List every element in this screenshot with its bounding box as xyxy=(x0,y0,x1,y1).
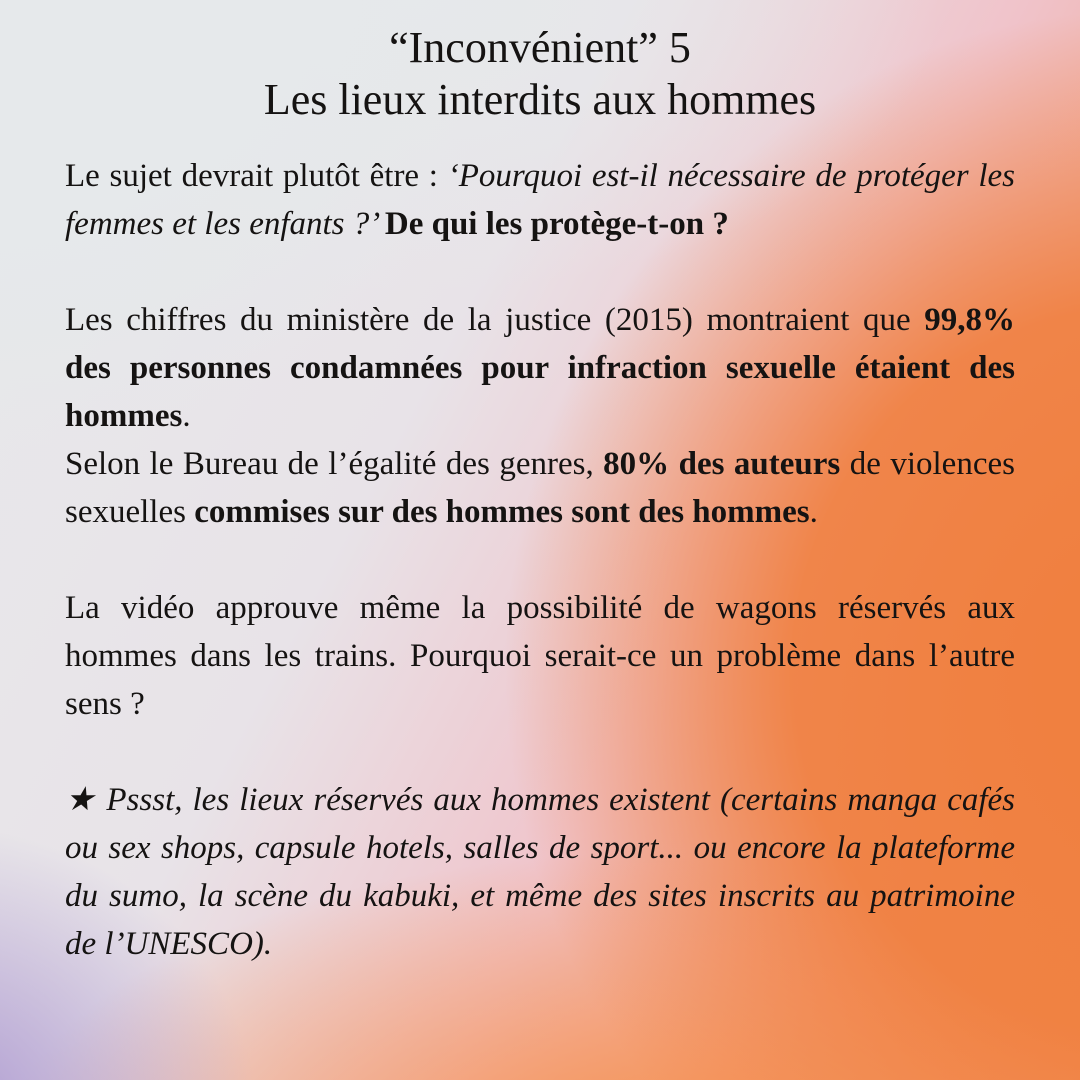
text-segment-bold: 99,8% des personnes condamnées pour infraction sexuelle étaient des hommes xyxy=(65,302,1015,434)
text-segment-regular: . xyxy=(182,398,191,434)
text-segment-italic: ‘Pourquoi est-il nécessaire de protéger les femmes et les enfants ?’ xyxy=(65,158,1015,242)
paragraph-pssst xyxy=(65,776,1015,968)
paragraph-chiffres-ministere xyxy=(65,296,1015,440)
text-segment-italic: ★ Pssst, les lieux réservés aux hommes existent (certains manga cafés ou sex shops, capsule hotels, salles de sport... ou encore la plateforme du sumo, la scène du kabuki, et même des sites inscrits au patrimoine de l’UNESCO). xyxy=(65,782,1015,962)
text-segment-bold: 80% des auteurs xyxy=(603,446,841,482)
text-segment-regular: Les chiffres du ministère de la justice (2015) montraient que xyxy=(65,302,925,338)
paragraph-bureau-egalite xyxy=(65,440,1015,536)
text-segment-regular: La vidéo approuve même la possibilité de wagons réservés aux hommes dans les trains. Pourquoi serait-ce un problème dans l’autre sens ? xyxy=(65,590,1015,722)
paragraph-wagons xyxy=(65,584,1015,728)
page-title xyxy=(0,0,1080,126)
text-segment-regular: de violences sexuelles xyxy=(65,446,1015,530)
title-line-1: “Inconvénient” 5 xyxy=(389,23,691,72)
text-segment-regular: Le sujet devrait plutôt être : xyxy=(65,158,448,194)
title-line-2: Les lieux interdits aux hommes xyxy=(263,75,817,124)
text-segment-regular: Selon le Bureau de l’égalité des genres, xyxy=(65,446,604,482)
text-segment-regular: . xyxy=(809,494,818,530)
body-text xyxy=(65,152,1015,968)
paragraph-sujet xyxy=(65,152,1015,248)
text-segment-bold: De qui les protège-t-on ? xyxy=(384,206,729,242)
text-segment-bold: commises sur des hommes sont des hommes xyxy=(194,494,810,530)
